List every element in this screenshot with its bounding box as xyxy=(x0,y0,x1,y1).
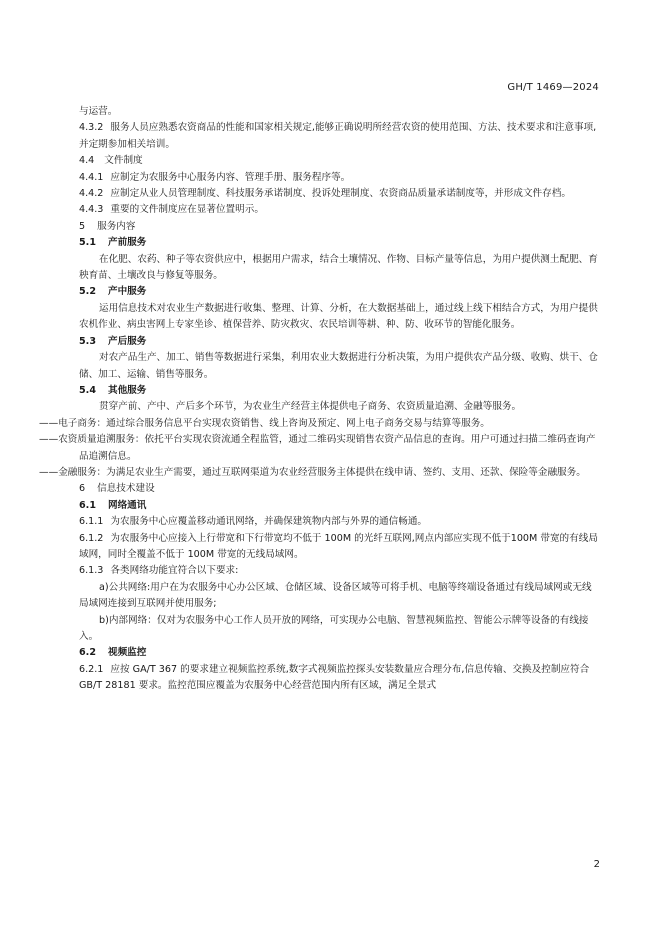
clause xyxy=(79,531,599,564)
clause-number: 5.4 xyxy=(79,384,96,396)
clause xyxy=(79,514,599,530)
paragraph: 贯穿产前、产中、产后多个环节，为农业生产经营主体提供电子商务、农资质量追溯、金融等服务。 xyxy=(99,401,522,413)
clause-text: 重要的文件制度应在显著位置明示。 xyxy=(110,204,264,216)
heading-text: 产前服务 xyxy=(108,237,147,249)
clause-number: 6 xyxy=(79,483,86,495)
heading-text: 服务内容 xyxy=(97,220,136,232)
heading-text: 视频监控 xyxy=(108,647,147,659)
paragraph: b)内部网络：仅对为农服务中心工作人员开放的网络，可实现办公电脑、智慧视频监控、智能公示牌等设备的有线接入。 xyxy=(79,614,589,642)
body-text: 与运营。 xyxy=(79,106,118,117)
clause-number: 4.4.2 xyxy=(79,188,104,200)
clause-number: 6.1.1 xyxy=(79,516,104,528)
clause-number: 4.4.1 xyxy=(79,171,104,183)
clause-text: 服务人员应熟悉农资商品的性能和国家相关规定,能够正确说明所经营农资的使用范围、方法、技术要求和注意事项,并定期参加相关培训。 xyxy=(79,122,597,150)
clause xyxy=(79,186,599,202)
subsection-heading xyxy=(79,153,599,169)
clause-number: 5.1 xyxy=(79,237,96,249)
subsection-heading xyxy=(79,498,599,514)
subsection-heading xyxy=(79,334,599,350)
subsection-heading xyxy=(79,383,599,399)
dash-list-item: ——电子商务：通过综合服务信息平台实现农资销售、线上咨询及预定、网上电子商务交易与结算等服务。 xyxy=(39,417,490,429)
clause xyxy=(79,120,599,153)
subsection-heading xyxy=(79,235,599,251)
paragraph: 运用信息技术对农业生产数据进行收集、整理、计算、分析，在大数据基础上，通过线上线下相结合方式，为用户提供农机作业、病虫害网上专家坐诊、植保营养、防灾救灾、农民培训等耕、种、防、收环节的智能化服务。 xyxy=(79,302,598,331)
clause-text: 应制定从业人员管理制度、科技服务承诺制度、投诉处理制度、农资商品质量承诺制度等，并形成文件存档。 xyxy=(110,188,571,200)
clause-text: 应按 GA/T 367 的要求建立视频监控系统,数字式视频监控探头安装数量应合理分布,信息传输、交换及控制应符合 GB/T 28181 要求。监控范围应覆盖为农服务中心经营范围内所有区域，满足全景式 xyxy=(79,663,590,692)
clause-number: 6.1 xyxy=(79,499,96,511)
clause-number: 6.2.1 xyxy=(79,663,104,675)
paragraph: 对农产品生产、加工、销售等数据进行采集，利用农业大数据进行分析决策，为用户提供农产品分级、收购、烘干、仓储、加工、运输、销售等服务。 xyxy=(79,352,598,380)
heading-text: 网络通讯 xyxy=(108,499,147,511)
section-heading xyxy=(79,481,599,497)
clause-text: 各类网络功能宜符合以下要求: xyxy=(110,565,239,577)
heading-text: 产后服务 xyxy=(108,335,147,347)
subsection-heading xyxy=(79,284,599,300)
clause-number: 6.1.2 xyxy=(79,532,104,544)
clause xyxy=(79,170,599,186)
heading-text: 信息技术建设 xyxy=(97,483,155,495)
clause-number: 6.2 xyxy=(79,647,96,659)
paragraph: a)公共网络:用户在为农服务中心办公区域、仓储区域、设备区域等可将手机、电脑等终端设备通过有线局域网或无线局域网连接到互联网并使用服务; xyxy=(79,581,592,610)
document-body xyxy=(39,104,599,695)
clause-number: 6.1.3 xyxy=(79,565,104,577)
page-number: 2 xyxy=(593,859,600,870)
clause xyxy=(79,563,599,579)
clause-text: 为农服务中心应覆盖移动通讯网络，并确保建筑物内部与外界的通信畅通。 xyxy=(110,516,428,528)
section-heading xyxy=(79,219,599,235)
paragraph: 在化肥、农药、种子等农资供应中，根据用户需求，结合土壤情况、作物、目标产量等信息，为用户提供测土配肥、育秧育苗、土壤改良与修复等服务。 xyxy=(79,253,598,282)
clause xyxy=(79,202,599,218)
clause-number: 5 xyxy=(79,220,86,232)
clause-text: 应制定为农服务中心服务内容、管理手册、服务程序等。 xyxy=(110,171,351,183)
heading-text: 其他服务 xyxy=(108,384,147,396)
clause-text: 为农服务中心应接入上行带宽和下行带宽均不低于 100M 的光纤互联网,网点内部应实现不低于100M 带宽的有线局域网，同时全覆盖不低于 100M 带宽的无线局域网。 xyxy=(79,532,598,560)
clause xyxy=(79,662,599,695)
clause-number: 5.3 xyxy=(79,335,96,347)
clause-number: 5.2 xyxy=(79,286,96,298)
heading-text: 产中服务 xyxy=(108,286,147,298)
heading-text: 文件制度 xyxy=(104,155,143,167)
clause-number: 4.3.2 xyxy=(79,122,104,134)
clause-number: 4.4 xyxy=(79,155,95,167)
dash-list-item: ——农资质量追溯服务：依托平台实现农资流通全程监管，通过二维码实现销售农资产品信息的查询。用户可通过扫描二维码查询产品追溯信息。 xyxy=(39,434,596,462)
clause-number: 4.4.3 xyxy=(79,204,104,216)
standard-number: GH/T 1469—2024 xyxy=(507,82,599,93)
subsection-heading xyxy=(79,645,599,661)
dash-list-item: ——金融服务：为满足农业生产需要，通过互联网渠道为农业经营服务主体提供在线申请、签约、支用、还款、保险等金融服务。 xyxy=(39,466,586,478)
